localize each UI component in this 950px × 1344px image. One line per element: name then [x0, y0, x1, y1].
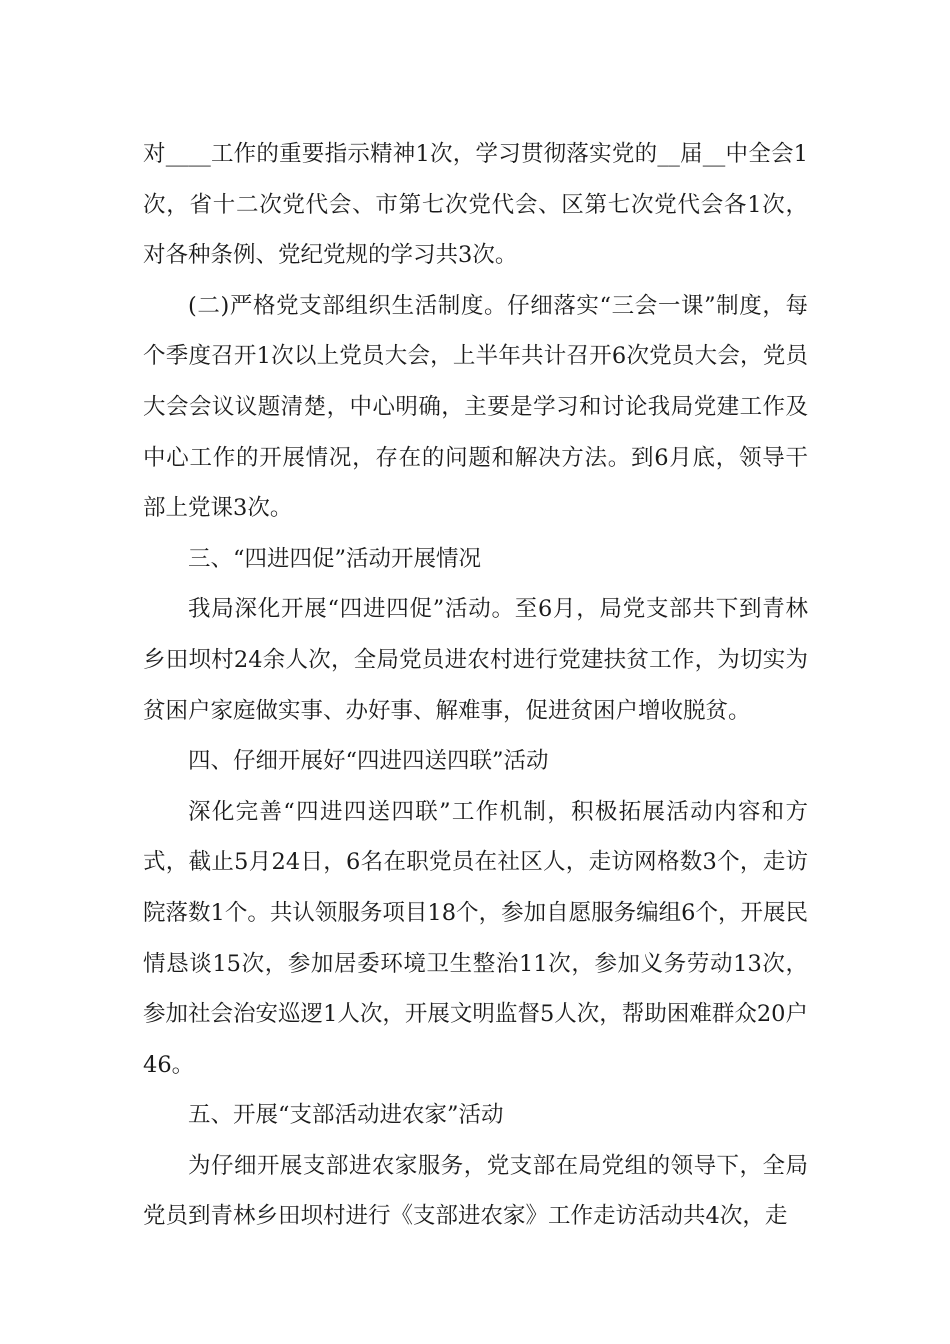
- section-heading-four: 四、仔细开展好“四进四送四联”活动: [188, 748, 549, 775]
- paragraph-org-life: (二)严格党支部组织生活制度。仔细落实“三会一课”制度，每个季度召开1次以上党员大会，上半年共计召开6次党员大会，党员大会会议议题清楚，中心明确，主要是学习和讨论我局党建工作及中心工作的开展情况，存在的问题和解决方法。到6月底，领导干部上党课3次。: [143, 292, 808, 522]
- document-body: [143, 129, 808, 1242]
- paragraph-continuation: 对____工作的重要指示精神1次，学习贯彻落实党的__届__中全会1次，省十二次党代会、市第七次党代会、区第七次党代会各1次，对各种条例、党纪党规的学习共3次。: [143, 141, 808, 269]
- paragraph-four-promote: 我局深化开展“四进四促”活动。至6月，局党支部共下到青林乡田坝村24余人次，全局党员进农村进行党建扶贫工作，为切实为贫困户家庭做实事、办好事、解难事，促进贫困户增收脱贫。: [143, 596, 808, 724]
- section-heading-five: 五、开展“支部活动进农家”活动: [188, 1102, 504, 1129]
- paragraph-four-link: 深化完善“四进四送四联”工作机制，积极拓展活动内容和方式，截止5月24日，6名在职党员在社区人，走访网格数3个，走访院落数1个。共认领服务项目18个，参加自愿服务编组6个，开展民情恳谈15次，参加居委环境卫生整治11次，参加义务劳动13次，参加社会治安巡逻1人次，开展文明监督5人次，帮助困难群众20户46。: [143, 798, 808, 1078]
- section-heading-three: 三、“四进四促”活动开展情况: [188, 545, 482, 572]
- paragraph-branch-visit: 为仔细开展支部进农家服务，党支部在局党组的领导下，全局党员到青林乡田坝村进行《支部进农家》工作走访活动共4次，走: [143, 1152, 808, 1230]
